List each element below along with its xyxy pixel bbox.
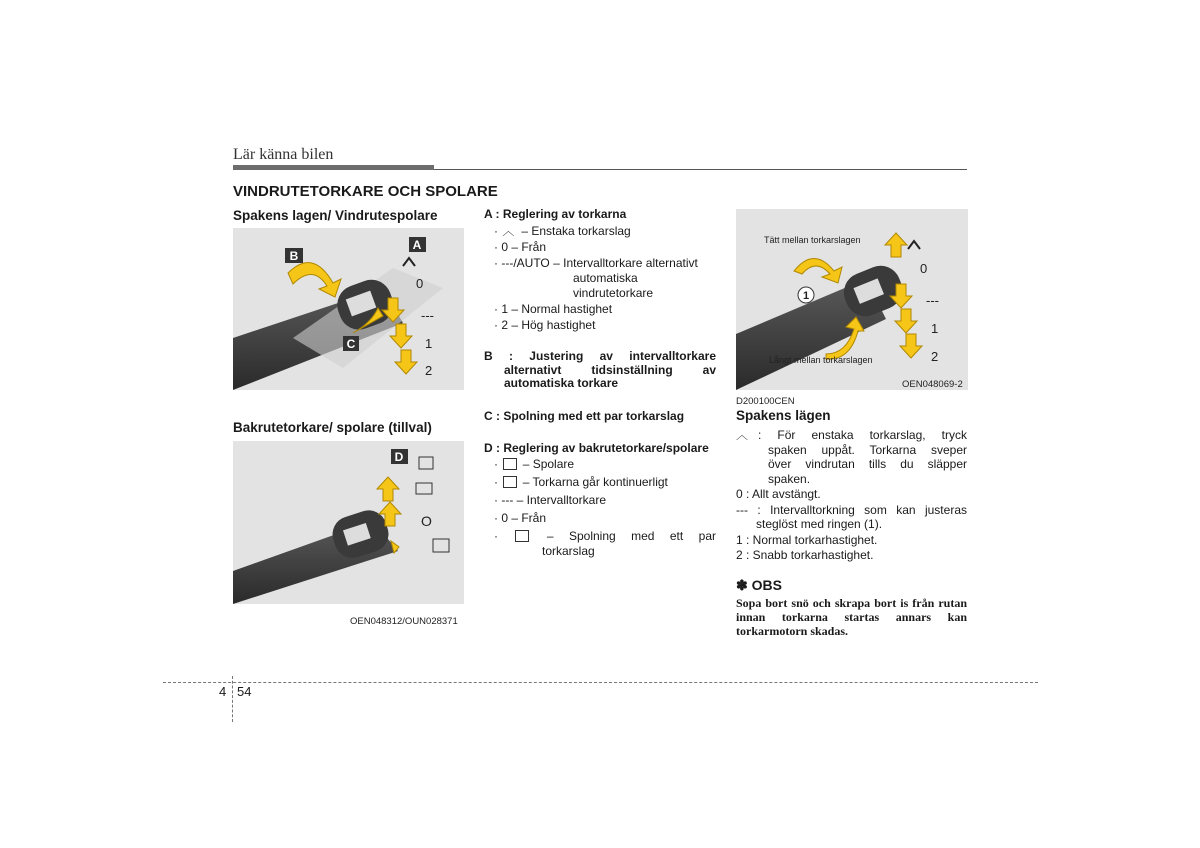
note-interval: --- : Intervalltorkning som kan justeras <box>736 502 967 517</box>
note-single-cont-1: spaken uppåt. Torkarna sveper <box>768 442 967 457</box>
pos-dash: --- <box>421 308 434 323</box>
a-item-normal: · 1 – Normal hastighet <box>494 302 613 316</box>
note-single: ︿ : För enstaka torkarslag, tryck <box>736 428 967 442</box>
d-item-off: · 0 – Från <box>494 510 547 525</box>
c-title: C : Spolning med ett par torkarslag <box>484 408 685 423</box>
r-pos-2: 2 <box>931 349 939 364</box>
doc-code: D200100CEN <box>736 396 795 407</box>
a-item-single: · ︿ – Enstaka torkarslag <box>494 224 631 238</box>
d-item-wash-wipe-cont: torkarslag <box>542 543 595 558</box>
a-item-auto: · ---/AUTO – Intervalltorkare alternativt <box>494 256 698 270</box>
label-a: A <box>412 238 422 252</box>
wiper-icon <box>503 476 517 488</box>
r-pos-1: 1 <box>931 321 939 336</box>
note-single-cont-2: över vindrutan tills du släpper <box>768 457 967 471</box>
pos-0: 0 <box>416 276 424 291</box>
chapter-number: 4 <box>219 684 227 699</box>
label-c: C <box>346 337 356 351</box>
header-bar <box>233 165 434 170</box>
b-title-line2: alternativt tidsinställning av <box>504 362 716 377</box>
pos-1: 1 <box>425 336 433 351</box>
pos-2: 2 <box>425 363 433 378</box>
obs-title: ✽ OBS <box>736 577 782 593</box>
a-item-auto-cont-2: vindrutetorkare <box>573 286 654 300</box>
note-single-cont-3: spaken. <box>768 471 811 486</box>
rear-pos-0: O <box>421 513 432 529</box>
footer-rule <box>163 682 1038 683</box>
a-title: A : Reglering av torkarna <box>484 207 627 221</box>
rear-wiper-image <box>233 441 464 604</box>
front-heading: Spakens lagen/ Vindrutespolare <box>233 208 438 223</box>
r-pos-dash: --- <box>926 293 939 308</box>
front-wiper-image <box>233 228 464 390</box>
right-heading: Spakens lägen <box>736 408 831 423</box>
ring-mark: 1 <box>802 290 810 302</box>
header-rule <box>434 169 967 170</box>
d-item-continuous: · – Torkarna går kontinuerligt <box>494 474 668 489</box>
b-title-line3: automatiska torkare <box>504 376 619 390</box>
note-interval-cont: steglöst med ringen (1). <box>756 517 883 531</box>
footer-divider <box>232 676 233 722</box>
r-pos-0: 0 <box>920 261 928 276</box>
middle-column <box>484 207 716 559</box>
obs-text: Sopa bort snö och skrapa bort is från rutan innan torkarna startas annars kan torkarmotorn skadas. <box>736 596 967 638</box>
rear-heading: Bakrutetorkare/ spolare (tillval) <box>233 420 432 435</box>
d-item-wash-wipe: · – Spolning med ett par <box>494 528 716 543</box>
page-number: 54 <box>237 684 252 699</box>
a-item-high: · 2 – Hög hastighet <box>494 318 596 332</box>
up-caret-icon: ︿ <box>736 428 749 442</box>
left-image-code: OEN048312/OUN028371 <box>350 616 458 627</box>
d-item-interval: · --- – Intervalltorkare <box>494 492 607 507</box>
right-image-code: OEN048069-2 <box>902 379 963 390</box>
a-item-auto-cont-1: automatiska <box>573 271 638 285</box>
note-normal: 1 : Normal torkarhastighet. <box>736 532 878 547</box>
wash-wipe-icon <box>515 530 529 542</box>
right-wiper-image <box>736 209 968 390</box>
note-fast: 2 : Snabb torkarhastighet. <box>736 548 874 562</box>
a-item-off: · 0 – Från <box>494 240 547 254</box>
label-d: D <box>394 450 404 464</box>
label-long-intervals: Långt mellan torkarslagen <box>769 355 873 365</box>
running-header: Lär känna bilen <box>233 146 334 163</box>
d-title: D : Reglering av bakrutetorkare/spolare <box>484 440 709 455</box>
positions-notes <box>736 428 967 563</box>
label-b: B <box>289 249 299 263</box>
section-title: VINDRUTETORKARE OCH SPOLARE <box>233 183 498 200</box>
d-item-washer: · – Spolare <box>494 456 575 471</box>
label-close-intervals: Tätt mellan torkarslagen <box>764 235 861 245</box>
note-off: 0 : Allt avstängt. <box>736 487 821 501</box>
b-title-line1: B : Justering av intervalltorkare <box>484 349 716 363</box>
washer-icon <box>503 458 517 470</box>
